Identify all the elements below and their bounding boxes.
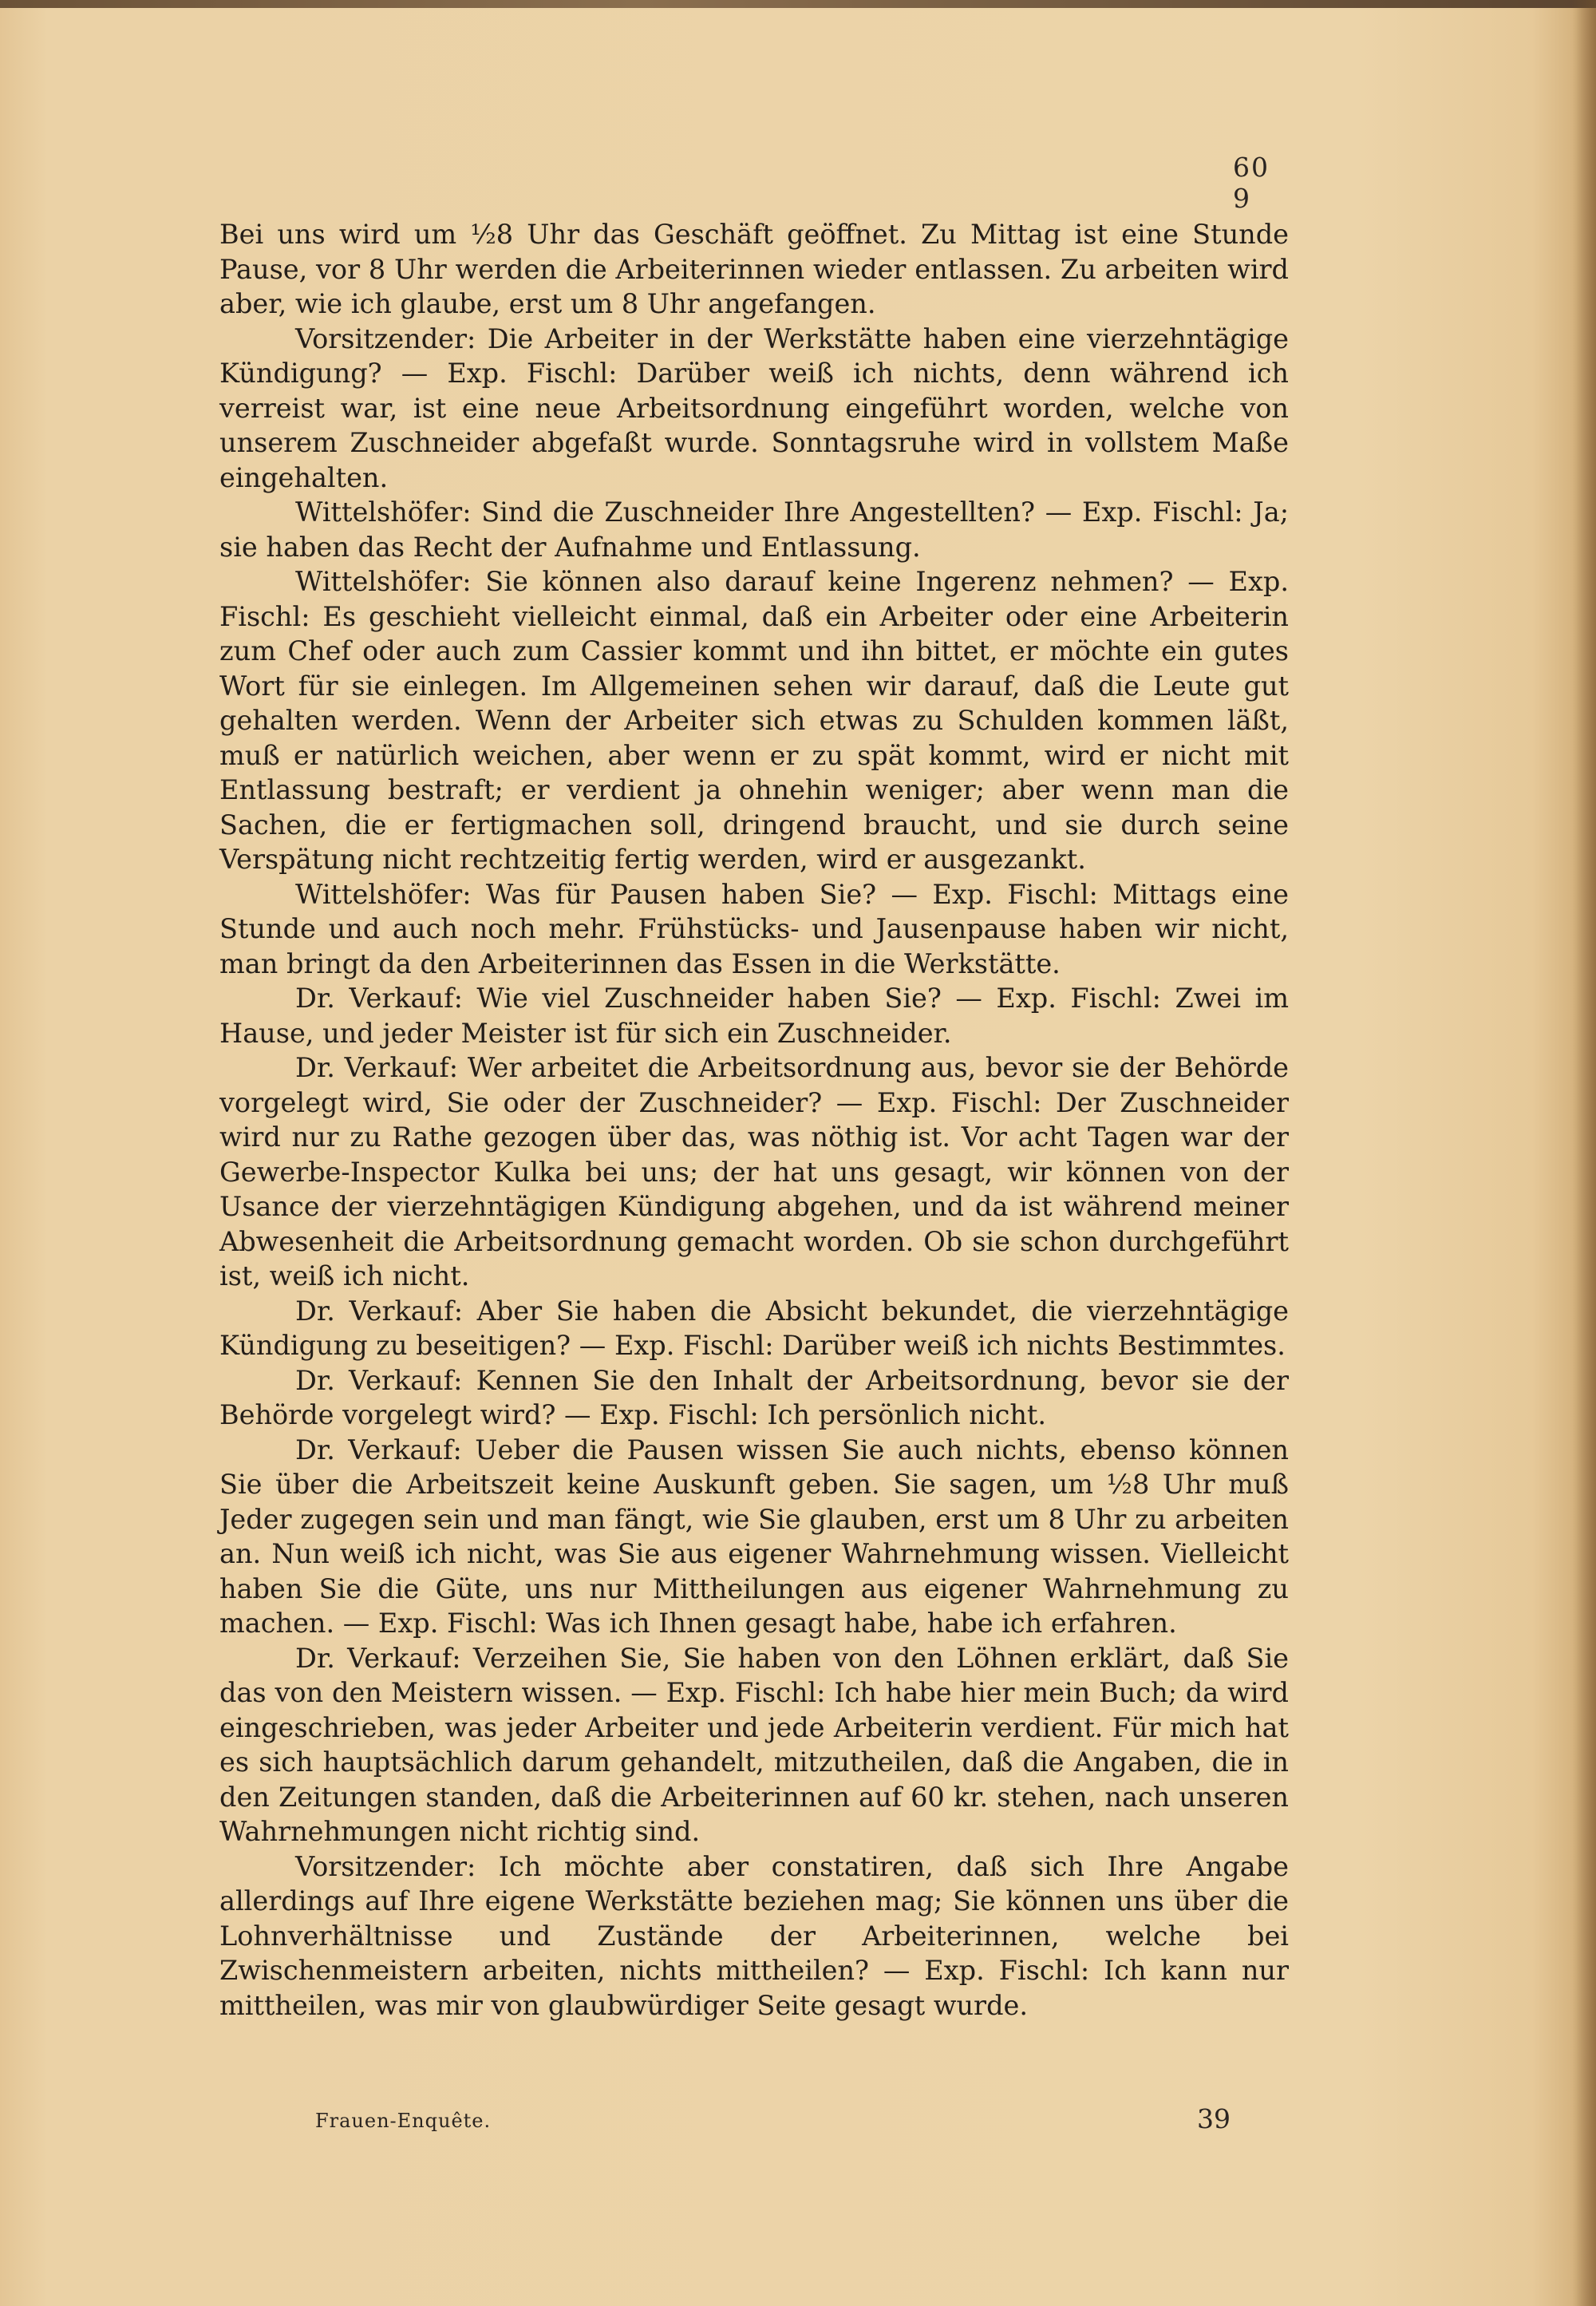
paragraph: Dr. Verkauf: Ueber die Pausen wissen Sie auch nichts, ebenso können Sie über die Arbeitszeit keine Auskunft geben. Sie sagen, um ½8 Uhr muß Jeder zugegen sein und man fängt, wie Sie glauben, erst um 8 Uhr zu arbeiten an. Nun weiß ich nicht, was Sie aus eigener Wahrnehmung wissen. Vielleicht haben Sie die Güte, uns nur Mittheilungen aus eigener Wahrnehmung zu machen. — Exp. Fischl: Was ich Ihnen gesagt habe, habe ich erfahren. [219,1434,1289,1639]
paragraph: Dr. Verkauf: Wie viel Zuschneider haben Sie? — Exp. Fischl: Zwei im Hause, und jeder Meister ist für sich ein Zuschneider. [219,983,1289,1049]
paragraph: Dr. Verkauf: Verzeihen Sie, Sie haben von den Löhnen erklärt, daß Sie das von den Meistern wissen. — Exp. Fischl: Ich habe hier mein Buch; da wird eingeschrieben, was jeder Arbeiter und jede Arbeiterin verdient. Für mich hat es sich hauptsächlich darum gehandelt, mitzutheilen, daß die Angaben, die in den Zeitungen standen, daß die Arbeiterinnen auf 60 kr. stehen, nach unseren Wahrnehmungen nicht richtig sind. [219,1642,1289,1847]
page-number: 60 9 [1233,152,1270,214]
top-page-edge [0,0,1596,8]
body-text [219,217,1289,2023]
paragraph: Bei uns wird um ½8 Uhr das Geschäft geöffnet. Zu Mittag ist eine Stunde Pause, vor 8 Uhr werden die Arbeiterinnen wieder entlassen. Zu arbeiten wird aber, wie ich glaube, erst um 8 Uhr angefangen. [219,219,1289,319]
paragraph: Dr. Verkauf: Wer arbeitet die Arbeitsordnung aus, bevor sie der Behörde vorgelegt wird, Sie oder der Zuschneider? — Exp. Fischl: Der Zuschneider wird nur zu Rathe gezogen über das, was nöthig ist. Vor acht Tagen war der Gewerbe-Inspector Kulka bei uns; der hat uns gesagt, wir können von der Usance der vierzehntägigen Kündigung abgehen, und da ist während meiner Abwesenheit die Arbeitsordnung gemacht worden. Ob sie schon durchgeführt ist, weiß ich nicht. [219,1052,1289,1291]
footer-sheet-number: 39 [1197,2103,1231,2134]
paragraph: Wittelshöfer: Sind die Zuschneider Ihre Angestellten? — Exp. Fischl: Ja; sie haben das Recht der Aufnahme und Entlassung. [219,496,1289,563]
paragraph: Vorsitzender: Die Arbeiter in der Werkstätte haben eine vierzehntägige Kündigung? — Exp. Fischl: Darüber weiß ich nichts, denn während ich verreist war, ist eine neue Arbeitsordnung eingeführt worden, welche von unserem Zuschneider abgefaßt wurde. Sonntagsruhe wird in vollstem Maße eingehalten. [219,322,1289,493]
paragraph: Wittelshöfer: Sie können also darauf keine Ingerenz nehmen? — Exp. Fischl: Es geschieht vielleicht einmal, daß ein Arbeiter oder eine Arbeiterin zum Chef oder auch zum Cassier kommt und ihn bittet, er möchte ein gutes Wort für sie einlegen. Im Allgemeinen sehen wir darauf, daß die Leute gut gehalten werden. Wenn der Arbeiter sich etwas zu Schulden kommen läßt, muß er natürlich weichen, aber wenn er zu spät kommt, wird er nicht mit Entlassung bestraft; er verdient ja ohnehin weniger; aber wenn man die Sachen, die er fertigmachen soll, dringend braucht, und sie durch seine Verspätung nicht rechtzeitig fertig werden, wird er ausgezankt. [219,566,1289,875]
paragraph: Dr. Verkauf: Aber Sie haben die Absicht bekundet, die vierzehntägige Kündigung zu beseitigen? — Exp. Fischl: Darüber weiß ich nichts Bestimmtes. [219,1295,1289,1361]
paragraph: Vorsitzender: Ich möchte aber constatiren, daß sich Ihre Angabe allerdings auf Ihre eigene Werkstätte beziehen mag; Sie können uns über die Lohnverhältnisse und Zustände der Arbeiterinnen, welche bei Zwischenmeistern arbeiten, nichts mittheilen? — Exp. Fischl: Ich kann nur mittheilen, was mir von glaubwürdiger Seite gesagt wurde. [219,1850,1289,2021]
paragraph: Dr. Verkauf: Kennen Sie den Inhalt der Arbeitsordnung, bevor sie der Behörde vorgelegt wird? — Exp. Fischl: Ich persönlich nicht. [219,1364,1289,1430]
footer-signature: Frauen-Enquête. [315,2110,492,2132]
right-page-edge [1572,0,1596,2306]
paragraph: Wittelshöfer: Was für Pausen haben Sie? — Exp. Fischl: Mittags eine Stunde und auch noch mehr. Frühstücks- und Jausenpause haben wir nicht, man bringt da den Arbeiterinnen das Essen in die Werkstätte. [219,878,1289,979]
